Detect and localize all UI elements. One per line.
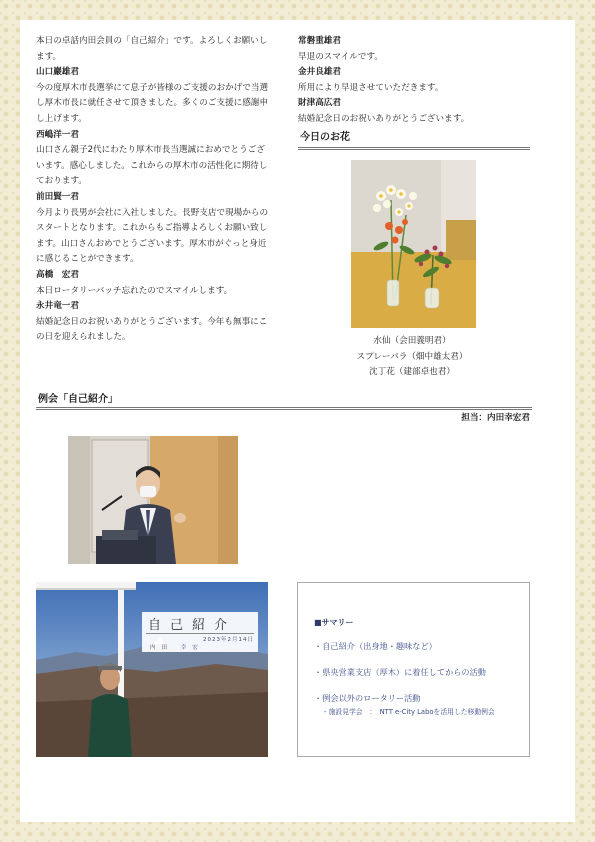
presenter-credit: 担当：内田幸宏君 bbox=[461, 413, 530, 423]
member-message: 所用により早退させていただきます。 bbox=[298, 82, 444, 93]
member-message: 結婚記念日のお祝いありがとうございます。今年も無事にこの日を迎えられました。 bbox=[36, 316, 268, 343]
meeting-section-heading: 例会「自己紹介」 bbox=[36, 388, 532, 410]
flower-caption: スプレーバラ（畑中雄太君） bbox=[356, 351, 468, 362]
slide-title-box bbox=[142, 612, 258, 652]
summary-slide bbox=[297, 582, 530, 757]
member-message: 山口さん親子2代にわたり厚木市長当選誠におめでとうございます。感心しました。これからの厚木市の活性化に期待しております。 bbox=[36, 145, 268, 187]
speaker-photo bbox=[68, 436, 238, 564]
member-name: 永井竜一君 bbox=[36, 301, 79, 312]
page bbox=[20, 20, 575, 822]
slide-title: 自己紹介 bbox=[148, 618, 237, 633]
member-name: 西嶋洋一君 bbox=[36, 129, 79, 140]
summary-item: ・県央営業支店（厚木）に着任してからの活動 bbox=[314, 667, 486, 677]
slide-title-divider bbox=[146, 633, 254, 634]
member-name: 前田賢一君 bbox=[36, 191, 79, 202]
flower-illustration bbox=[351, 160, 476, 328]
flower-section-heading: 今日のお花 bbox=[298, 128, 530, 151]
summary-title: ■サマリー bbox=[314, 618, 354, 627]
slide-date: 2023年2月14日 bbox=[203, 637, 254, 643]
flower-captions bbox=[320, 334, 504, 381]
member-name: 金井良雄君 bbox=[298, 67, 341, 78]
slide-author: 内田 幸宏 bbox=[150, 645, 204, 651]
title-slide-image bbox=[36, 582, 268, 757]
flower-caption: 水仙（会田義明君） bbox=[373, 336, 451, 346]
intro-text: 本日の卓話内田会員の「自己紹介」です。よろしくお願いします。 bbox=[36, 36, 268, 62]
flower-photo bbox=[351, 160, 476, 328]
smile-box-left-column bbox=[36, 34, 272, 346]
summary-item: ・自己紹介（出身地・趣味など） bbox=[314, 641, 437, 651]
member-message: 今月より長男が会社に入社しました。長野支店で現場からのスタートとなります。これからもご指導よろしくお願い致します。山口さんおめでとうございます。厚木市がぐっと身近に感じることができます。 bbox=[36, 207, 269, 265]
mountain-scene-illustration bbox=[36, 582, 268, 757]
summary-item: ・例会以外のロータリー活動 bbox=[314, 693, 421, 703]
member-name: 財津高広君 bbox=[298, 98, 341, 109]
smile-box-right-column bbox=[298, 34, 530, 150]
flower-caption: 沈丁花（建部卓也君） bbox=[369, 367, 455, 377]
member-message: 早退のスマイルです。 bbox=[298, 51, 383, 62]
speaker-illustration bbox=[68, 436, 238, 564]
summary-sub-item: - 施設見学会 ： NTT e-City Laboを活用した移動例会 bbox=[324, 708, 495, 716]
member-message: 本日ロータリーバッチ忘れたのでスマイルします。 bbox=[36, 285, 233, 296]
member-message: 結婚記念日のお祝いありがとうございます。 bbox=[298, 113, 470, 124]
member-name: 山口巖雄君 bbox=[36, 67, 79, 78]
member-name: 高橋 宏君 bbox=[36, 269, 79, 280]
member-message: 今の度厚木市長選挙にて息子が皆様のご支援のおかげで当選し厚木市長に就任させて頂きました。多くのご支援に感謝申し上げます。 bbox=[36, 82, 269, 124]
member-name: 常磐重雄君 bbox=[298, 36, 341, 46]
